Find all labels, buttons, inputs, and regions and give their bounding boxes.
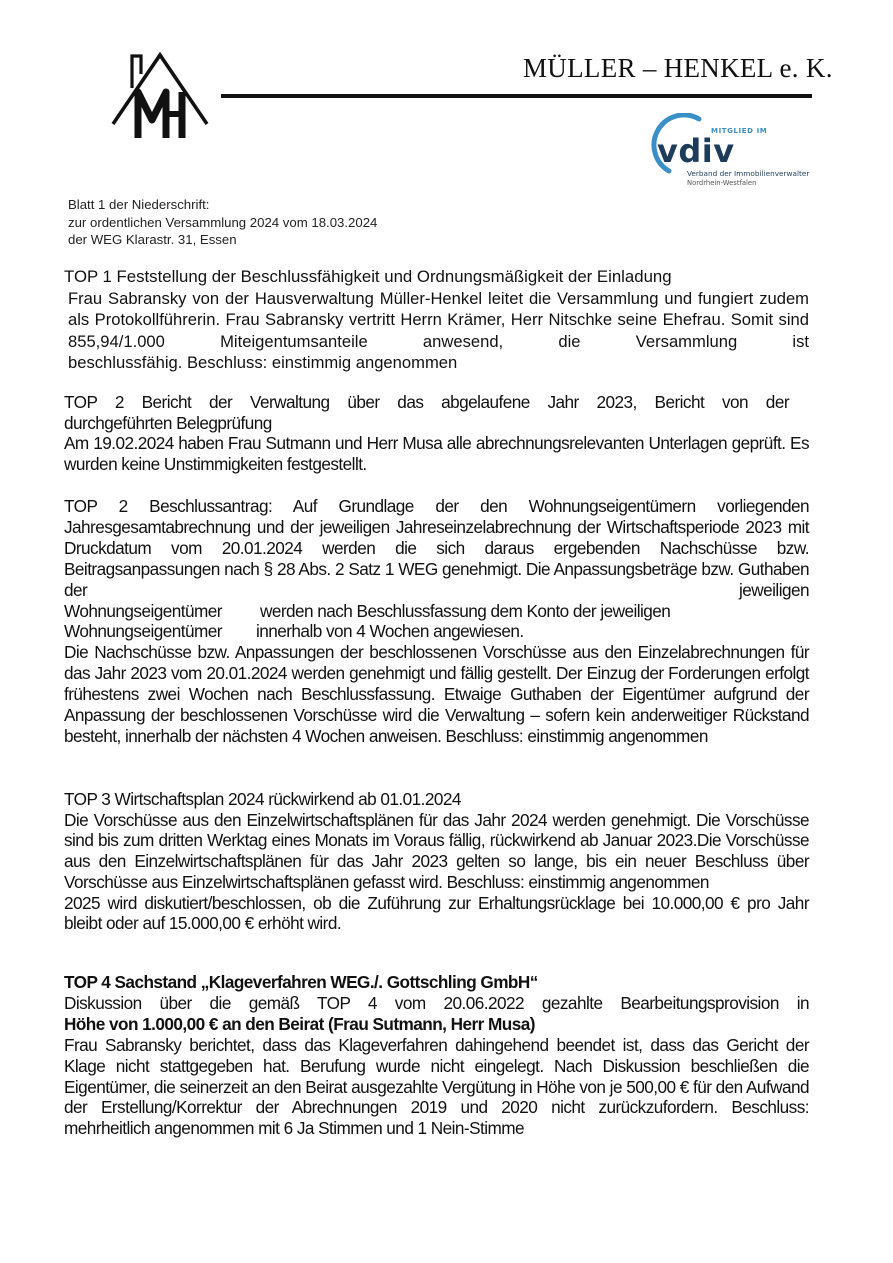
vdiv-region: Nordrhein-Westfalen [687, 179, 757, 187]
top3-note: 2025 wird diskutiert/beschlossen, ob die Zuführung zur Erhaltungsrücklage bei 10.000,00 € pro Jahr bleibt oder auf 15.000,00 € erhöht wird. [64, 892, 809, 934]
top1-resolution: beschlussfähig. Beschluss: einstimmig angenommen [68, 353, 458, 372]
vdiv-membership-badge [645, 113, 815, 188]
company-logo [108, 50, 212, 146]
section-top3 [64, 789, 809, 934]
top2-motion-para1 [64, 496, 809, 601]
top4-intro: Diskussion über die gemäß TOP 4 vom 20.06.2022 gezahlte Bearbeitungsprovision in [64, 992, 809, 1013]
top4-intro-bold: Höhe von 1.000,00 € an den Beirat (Frau Sutmann, Herr Musa) [64, 1013, 535, 1034]
company-name: MÜLLER – HENKEL e. K. [523, 53, 833, 83]
top3-body: Die Vorschüsse aus den Einzelwirtschaftsplänen für das Jahr 2024 werden genehmigt. Die Vorschüsse sind bis zum dritten Werktag eines Monats im Voraus fällig, rückwirkend ab Januar 2023.Die Vorschüsse aus den Einzelwirtschaftsplänen für das Jahr 2023 gelten so lange, bis ein neuer Beschluss über Vorschüsse aus Einzelwirtschaftsplänen gefasst wird. Beschluss: einstimmig angenommen [64, 809, 809, 892]
section-top4 [64, 972, 809, 1139]
house-mh-icon [108, 50, 212, 146]
top1-body-text: Frau Sabransky von der Hausverwaltung Müller-Henkel leitet die Versammlung und fungiert zudem als Protokollführerin. Frau Sabransky vertritt Herrn Krämer, Herr Nitschke seine Ehefrau. Somit sind 855,94/1.000 Miteigentumsanteile anwesend, die Versammlung ist [68, 288, 809, 351]
sheet-label: Blatt 1 der Niederschrift: [68, 197, 210, 212]
owners-label-b: Wohnungseigentümer [64, 621, 222, 642]
vdiv-member-label: MITGLIED IM [711, 127, 768, 135]
vdiv-brand: vdiv [657, 132, 735, 170]
top2-heading-line1: TOP 2 Bericht der Verwaltung über das abgelaufene Jahr 2023, Bericht von der [64, 392, 789, 412]
header-divider [221, 94, 812, 98]
owners-label-a: Wohnungseigentümer [64, 600, 222, 621]
top3-heading: TOP 3 Wirtschaftsplan 2024 rückwirkend ab 01.01.2024 [64, 789, 461, 809]
section-top2-report [64, 392, 809, 474]
top2-heading-line2: durchgeführten Belegprüfung [64, 412, 272, 433]
transfer-text-a: werden nach Beschlussfassung dem Konto der jeweiligen [259, 600, 671, 621]
top1-body [64, 288, 809, 353]
transfer-text-b: innerhalb von 4 Wochen angewiesen. [255, 621, 524, 642]
minutes-meta [68, 196, 377, 249]
property-info: der WEG Klarastr. 31, Essen [68, 232, 237, 247]
section-top1 [64, 266, 809, 374]
section-top2-motion [64, 496, 809, 747]
top2-motion-line-b [64, 621, 809, 642]
vdiv-association-name: Verband der Immobilienverwalter [687, 169, 810, 178]
top1-heading: TOP 1 Feststellung der Beschlussfähigkeit und Ordnungsmäßigkeit der Einladung [64, 267, 672, 286]
top4-body: Frau Sabransky berichtet, dass das Klageverfahren dahingehend beendet ist, dass das Gericht der Klage nicht stattgegeben hat. Berufung wurde nicht eingelegt. Nach Diskussion beschließen die Eigentümer, die seinerzeit an den Beirat ausgezahlte Vergütung in Höhe von je 500,00 € für den Aufwand der Erstellung/Korrektur der Abrechnungen 2019 und 2020 nicht zurückzufordern. Beschluss: mehrheitlich angenommen mit 6 Ja Stimmen und 1 Nein-Stimme [64, 1034, 809, 1139]
top2-report-body: Am 19.02.2024 haben Frau Sutmann und Herr Musa alle abrechnungsrelevanten Unterlagen geprüft. Es wurden keine Unstimmigkeiten festgestellt. [64, 433, 809, 474]
top2-motion-para2: Die Nachschüsse bzw. Anpassungen der beschlossenen Vorschüsse aus den Einzelabrechnungen für das Jahr 2023 vom 20.01.2024 werden genehmigt und fällig gestellt. Der Einzug der Forderungen erfolgt frühestens zwei Wochen nach Beschlussfassung. Etwaige Guthaben der Eigentümer aufgrund der Anpassung der beschlossenen Vorschüsse wird die Verwaltung – sofern kein anderweitiger Rückstand besteht, innerhalb der nächsten 4 Wochen anweisen. Beschluss: einstimmig angenommen [64, 642, 809, 746]
top2-motion-line-a [64, 601, 809, 622]
top4-heading: TOP 4 Sachstand „Klageverfahren WEG./. Gottschling GmbH“ [64, 972, 538, 992]
top2-motion-para1-text: TOP 2 Beschlussantrag: Auf Grundlage der den Wohnungseigentümern vorliegenden Jahresgesamtabrechnung und der jeweiligen Jahreseinzelabrechnung der Wirtschaftsperiode 2023 mit Druckdatum vom 20.01.2024 werden die sich daraus ergebenden Nachschüsse bzw. Beitragsanpassungen nach § 28 Abs. 2 Satz 1 WEG genehmigt. Die Anpassungsbeträge bzw. Guthaben der jeweiligen [64, 496, 809, 600]
meeting-info: zur ordentlichen Versammlung 2024 vom 18.03.2024 [68, 214, 378, 230]
